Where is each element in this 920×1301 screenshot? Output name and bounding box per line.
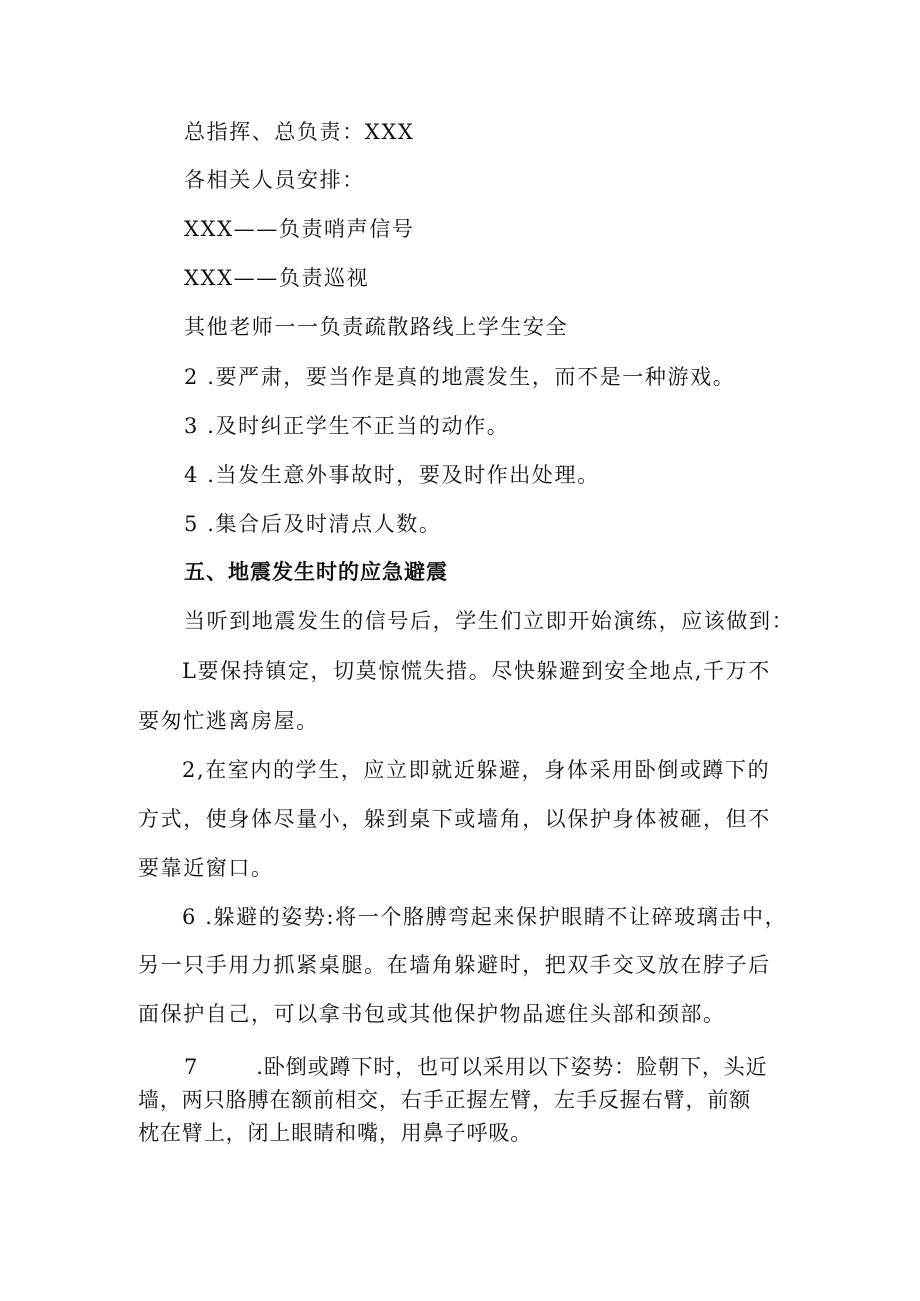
patrol-duty: XXX——负责巡视 — [184, 266, 370, 290]
whistle-signal-duty: XXX——负责哨声信号 — [184, 217, 415, 241]
paragraph-line: 2,在室内的学生，应立即就近躲避，身体采用卧倒或蹲下的 — [182, 758, 771, 782]
paragraph-line: 6 .躲避的姿势:将一个胳膊弯起来保护眼睛不让碎玻璃击中， — [182, 905, 788, 929]
paragraph-line: 面保护自己，可以拿书包或其他保护物品遮住头部和颈部。 — [138, 1002, 726, 1026]
item-text: .卧倒或蹲下时，也可以采用以下姿势：脸朝下，头近 — [256, 1055, 768, 1079]
paragraph-line: 要匆忙逃离房屋。 — [138, 709, 319, 733]
requirement-item-4: 4 .当发生意外事故时，要及时作出处理。 — [184, 463, 600, 487]
item-number: 7 — [184, 1055, 199, 1079]
other-teachers-duty: 其他老师一一负责疏散路线上学生安全 — [184, 315, 569, 339]
paragraph-line: 墙，两只胳膊在额前相交，右手正握左臂，左手反握右臂，前额 — [138, 1088, 752, 1112]
commander-line: 总指挥、总负责：XXX — [184, 120, 415, 144]
paragraph-line: 要靠近窗口。 — [138, 856, 274, 880]
requirement-item-5: 5 .集合后及时清点人数。 — [184, 512, 442, 536]
requirement-item-2: 2 .要严肃，要当作是真的地震发生，而不是一种游戏。 — [184, 365, 736, 389]
staff-arrangement-label: 各相关人员安排： — [184, 168, 365, 192]
paragraph-line: 另一只手用力抓紧桌腿。在墙角躲避时，把双手交叉放在脖子后 — [138, 953, 771, 977]
paragraph-line — [184, 1052, 768, 1082]
paragraph-line: L要保持镇定，切莫惊慌失措。尽快躲避到安全地点,千万不 — [182, 659, 771, 683]
requirement-item-3: 3 .及时纠正学生不正当的动作。 — [184, 414, 510, 438]
section-intro: 当听到地震发生的信号后，学生们立即开始演练，应该做到： — [184, 609, 795, 633]
section-heading: 五、地震发生时的应急避震 — [184, 560, 448, 584]
paragraph-line: 枕在臂上，闭上眼睛和嘴，用鼻子呼吸。 — [138, 1121, 533, 1145]
paragraph-line: 方式，使身体尽量小，躲到桌下或墙角，以保护身体被砸，但不 — [138, 807, 771, 831]
